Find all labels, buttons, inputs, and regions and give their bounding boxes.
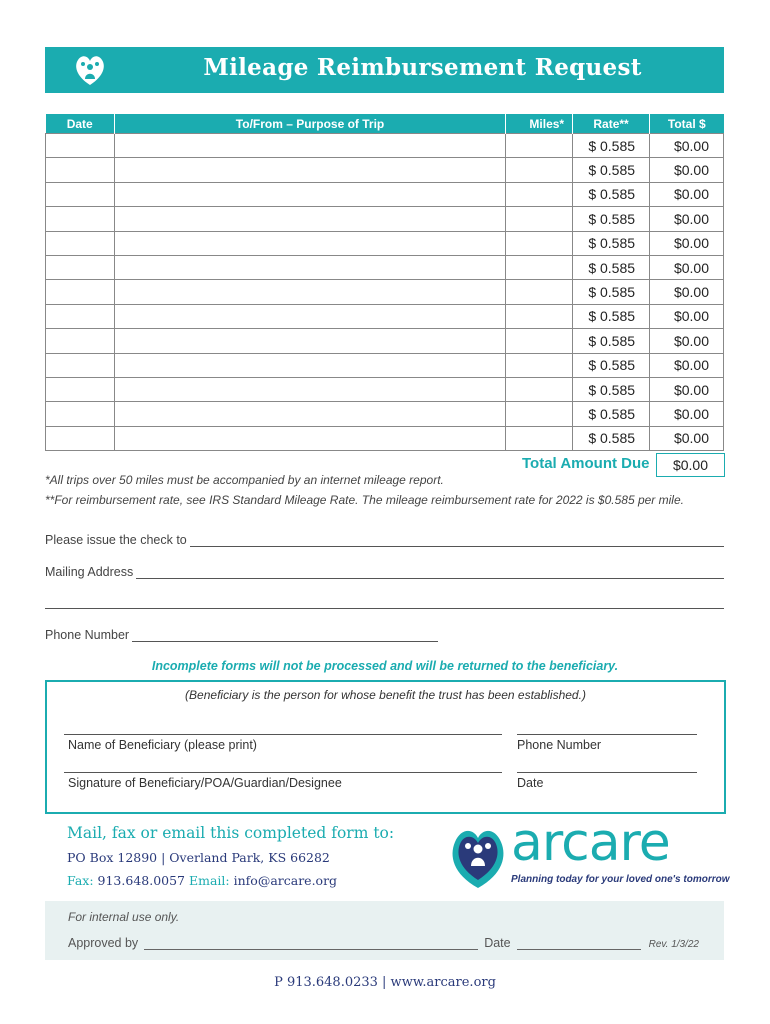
miles-cell[interactable] bbox=[506, 182, 573, 206]
table-row bbox=[46, 304, 724, 328]
approval-date-label: Date bbox=[484, 936, 511, 950]
fax-label: Fax: bbox=[67, 873, 94, 888]
table-row bbox=[46, 231, 724, 255]
total-cell: $0.00 bbox=[650, 280, 724, 304]
rate-cell: $ 0.585 bbox=[573, 134, 650, 158]
rate-cell: $ 0.585 bbox=[573, 182, 650, 206]
rate-cell: $ 0.585 bbox=[573, 353, 650, 377]
table-row bbox=[46, 329, 724, 353]
beneficiary-name-line[interactable] bbox=[64, 734, 502, 735]
total-cell: $0.00 bbox=[650, 329, 724, 353]
date-cell[interactable] bbox=[46, 353, 115, 377]
purpose-cell[interactable] bbox=[114, 426, 505, 450]
phone-number-field[interactable] bbox=[45, 628, 438, 642]
miles-cell[interactable] bbox=[506, 134, 573, 158]
rate-cell: $ 0.585 bbox=[573, 329, 650, 353]
mailing-address-line[interactable] bbox=[136, 567, 724, 579]
purpose-cell[interactable] bbox=[114, 182, 505, 206]
date-cell[interactable] bbox=[46, 329, 115, 353]
revision-label: Rev. 1/3/22 bbox=[648, 939, 699, 950]
beneficiary-note: (Beneficiary is the person for whose benefit the trust has been established.) bbox=[185, 688, 586, 702]
rate-cell: $ 0.585 bbox=[573, 402, 650, 426]
total-cell: $0.00 bbox=[650, 231, 724, 255]
mailing-address-line-2-fill[interactable] bbox=[45, 597, 724, 609]
purpose-cell[interactable] bbox=[114, 158, 505, 182]
mileage-note: *All trips over 50 miles must be accompanied by an internet mileage report. bbox=[45, 473, 444, 487]
rate-cell: $ 0.585 bbox=[573, 158, 650, 182]
column-header-total: Total $ bbox=[650, 114, 724, 134]
signature-date-line[interactable] bbox=[517, 772, 697, 773]
table-row bbox=[46, 377, 724, 401]
rate-cell: $ 0.585 bbox=[573, 255, 650, 279]
check-payee-line[interactable] bbox=[190, 535, 724, 547]
purpose-cell[interactable] bbox=[114, 329, 505, 353]
approved-by-label: Approved by bbox=[68, 936, 139, 950]
email-label: Email: bbox=[189, 873, 230, 888]
table-row bbox=[46, 255, 724, 279]
date-cell[interactable] bbox=[46, 280, 115, 304]
rate-cell: $ 0.585 bbox=[573, 207, 650, 231]
phone-number-label: Phone Number bbox=[45, 628, 130, 642]
approval-date-line[interactable] bbox=[517, 938, 641, 950]
beneficiary-name-label: Name of Beneficiary (please print) bbox=[68, 738, 257, 752]
mailing-address-label: Mailing Address bbox=[45, 565, 134, 579]
footer-contact: P 913.648.0233 | www.arcare.org bbox=[274, 975, 496, 990]
purpose-cell[interactable] bbox=[114, 255, 505, 279]
purpose-cell[interactable] bbox=[114, 231, 505, 255]
fax-number: 913.648.0057 bbox=[97, 873, 186, 888]
table-row bbox=[46, 207, 724, 231]
page-title: Mileage Reimbursement Request bbox=[203, 54, 642, 81]
miles-cell[interactable] bbox=[506, 426, 573, 450]
rate-note: **For reimbursement rate, see IRS Standard Mileage Rate. The mileage reimbursement rate for 2022 is $0.585 per mile. bbox=[45, 493, 684, 507]
miles-cell[interactable] bbox=[506, 231, 573, 255]
table-row bbox=[46, 426, 724, 450]
purpose-cell[interactable] bbox=[114, 304, 505, 328]
internal-use-title: For internal use only. bbox=[68, 910, 180, 924]
purpose-cell[interactable] bbox=[114, 134, 505, 158]
beneficiary-phone-label: Phone Number bbox=[517, 738, 602, 752]
phone-number-line[interactable] bbox=[132, 630, 438, 642]
rate-cell: $ 0.585 bbox=[573, 304, 650, 328]
date-cell[interactable] bbox=[46, 134, 115, 158]
miles-cell[interactable] bbox=[506, 402, 573, 426]
mailing-address-field[interactable] bbox=[45, 565, 724, 579]
brand-tagline: Planning today for your loved one's tomorrow bbox=[511, 874, 730, 885]
date-cell[interactable] bbox=[46, 158, 115, 182]
purpose-cell[interactable] bbox=[114, 207, 505, 231]
miles-cell[interactable] bbox=[506, 377, 573, 401]
purpose-cell[interactable] bbox=[114, 280, 505, 304]
signature-label: Signature of Beneficiary/POA/Guardian/Designee bbox=[68, 776, 342, 790]
rate-cell: $ 0.585 bbox=[573, 231, 650, 255]
date-cell[interactable] bbox=[46, 402, 115, 426]
column-header-rate: Rate** bbox=[573, 114, 650, 134]
approval-row bbox=[68, 936, 700, 950]
table-row bbox=[46, 134, 724, 158]
total-cell: $0.00 bbox=[650, 158, 724, 182]
date-cell[interactable] bbox=[46, 207, 115, 231]
mailing-address-line-2[interactable] bbox=[45, 597, 724, 609]
total-cell: $0.00 bbox=[650, 353, 724, 377]
signature-date-label: Date bbox=[517, 776, 544, 790]
total-cell: $0.00 bbox=[650, 182, 724, 206]
beneficiary-phone-line[interactable] bbox=[517, 734, 697, 735]
incomplete-warning: Incomplete forms will not be processed and will be returned to the beneficiary. bbox=[151, 659, 619, 673]
date-cell[interactable] bbox=[46, 304, 115, 328]
total-cell: $0.00 bbox=[650, 304, 724, 328]
purpose-cell[interactable] bbox=[114, 377, 505, 401]
table-header-row bbox=[46, 114, 724, 134]
table-row bbox=[46, 182, 724, 206]
column-header-purpose: To/From – Purpose of Trip bbox=[114, 114, 505, 134]
total-cell: $0.00 bbox=[650, 207, 724, 231]
date-cell[interactable] bbox=[46, 231, 115, 255]
date-cell[interactable] bbox=[46, 182, 115, 206]
miles-cell[interactable] bbox=[506, 255, 573, 279]
date-cell[interactable] bbox=[46, 377, 115, 401]
table-row bbox=[46, 280, 724, 304]
rate-cell: $ 0.585 bbox=[573, 426, 650, 450]
miles-cell[interactable] bbox=[506, 280, 573, 304]
table-row bbox=[46, 353, 724, 377]
mail-heading: Mail, fax or email this completed form to: bbox=[67, 824, 395, 842]
check-payee-label: Please issue the check to bbox=[45, 533, 187, 547]
miles-cell[interactable] bbox=[506, 207, 573, 231]
table-row bbox=[46, 402, 724, 426]
total-amount-value[interactable]: $0.00 bbox=[656, 453, 725, 477]
purpose-cell[interactable] bbox=[114, 402, 505, 426]
purpose-cell[interactable] bbox=[114, 353, 505, 377]
total-cell: $0.00 bbox=[650, 402, 724, 426]
total-amount-label: Total Amount Due bbox=[522, 455, 650, 472]
table-row bbox=[46, 158, 724, 182]
contact-info bbox=[67, 873, 337, 888]
column-header-miles: Miles* bbox=[506, 114, 573, 134]
arcare-logo-icon bbox=[447, 822, 509, 892]
column-header-date: Date bbox=[46, 114, 115, 134]
mileage-table bbox=[45, 114, 724, 451]
mailing-address: PO Box 12890 | Overland Park, KS 66282 bbox=[67, 850, 330, 865]
brand-name: arcare bbox=[511, 813, 670, 873]
rate-cell: $ 0.585 bbox=[573, 377, 650, 401]
email-address[interactable]: info@arcare.org bbox=[233, 873, 338, 888]
miles-cell[interactable] bbox=[506, 158, 573, 182]
miles-cell[interactable] bbox=[506, 329, 573, 353]
total-cell: $0.00 bbox=[650, 255, 724, 279]
date-cell[interactable] bbox=[46, 426, 115, 450]
check-payee-field[interactable] bbox=[45, 533, 724, 547]
signature-line[interactable] bbox=[64, 772, 502, 773]
total-cell: $0.00 bbox=[650, 377, 724, 401]
miles-cell[interactable] bbox=[506, 353, 573, 377]
rate-cell: $ 0.585 bbox=[573, 280, 650, 304]
total-cell: $0.00 bbox=[650, 134, 724, 158]
miles-cell[interactable] bbox=[506, 304, 573, 328]
total-cell: $0.00 bbox=[650, 426, 724, 450]
approved-by-line[interactable] bbox=[144, 938, 478, 950]
date-cell[interactable] bbox=[46, 255, 115, 279]
